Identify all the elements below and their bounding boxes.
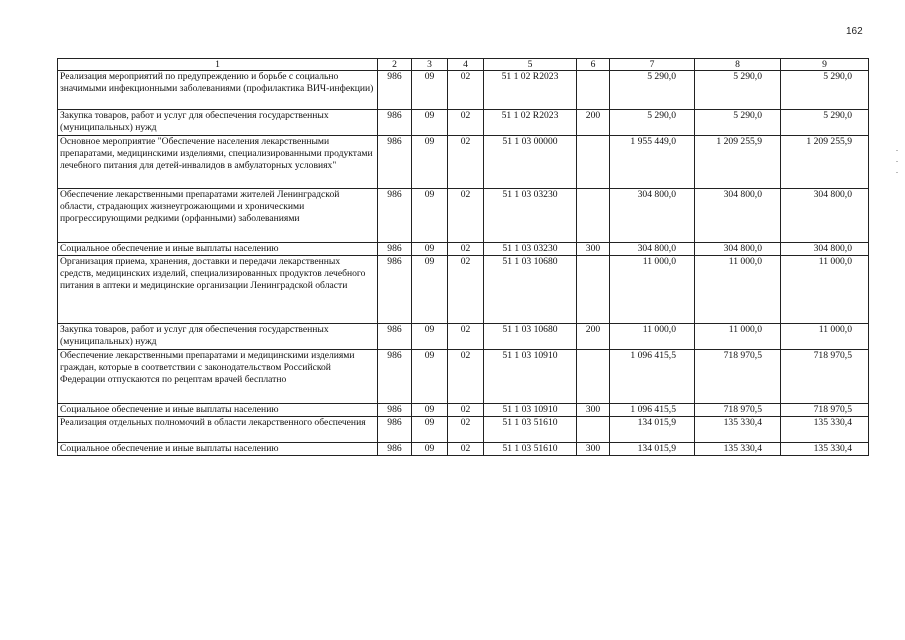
column-header: 8 — [695, 59, 781, 71]
cell-ministry: 986 — [378, 71, 412, 110]
scan-mark — [896, 161, 898, 162]
cell-value-7: 11 000,0 — [610, 324, 695, 350]
cell-value-8: 11 000,0 — [695, 324, 781, 350]
cell-value-7: 11 000,0 — [610, 256, 695, 324]
table-row — [58, 243, 869, 256]
cell-subsection: 02 — [448, 71, 484, 110]
cell-target-code: 51 1 02 R2023 — [484, 110, 577, 136]
cell-value-7: 304 800,0 — [610, 189, 695, 243]
cell-section: 09 — [412, 256, 448, 324]
cell-ministry: 986 — [378, 243, 412, 256]
cell-subsection: 02 — [448, 256, 484, 324]
cell-expense-type: 200 — [577, 324, 610, 350]
cell-section: 09 — [412, 350, 448, 404]
cell-ministry: 986 — [378, 404, 412, 417]
cell-expense-type — [577, 417, 610, 443]
header-row — [58, 59, 869, 71]
cell-ministry: 986 — [378, 417, 412, 443]
cell-target-code: 51 1 03 03230 — [484, 243, 577, 256]
cell-value-9: 304 800,0 — [781, 189, 869, 243]
cell-expense-type: 300 — [577, 443, 610, 456]
row-name: Обеспечение лекарственными препаратами жителей Ленинградской области, страдающих жизнеугрожающими и хроническими прогрессирующими редкими (орфанными) заболеваниями — [58, 189, 378, 243]
cell-target-code: 51 1 02 R2023 — [484, 71, 577, 110]
cell-value-8: 5 290,0 — [695, 71, 781, 110]
cell-section: 09 — [412, 136, 448, 189]
cell-target-code: 51 1 03 10910 — [484, 404, 577, 417]
table-row — [58, 324, 869, 350]
cell-value-9: 11 000,0 — [781, 324, 869, 350]
row-name: Реализация отдельных полномочий в области лекарственного обеспечения — [58, 417, 378, 443]
cell-value-8: 304 800,0 — [695, 189, 781, 243]
cell-expense-type — [577, 136, 610, 189]
budget-table — [57, 58, 869, 456]
column-header: 5 — [484, 59, 577, 71]
cell-section: 09 — [412, 110, 448, 136]
table-row — [58, 136, 869, 189]
cell-section: 09 — [412, 404, 448, 417]
cell-expense-type — [577, 350, 610, 404]
scan-mark — [896, 172, 898, 173]
row-name: Реализация мероприятий по предупреждению и борьбе с социально значимыми инфекционными заболеваниями (профилактика ВИЧ-инфекции) — [58, 71, 378, 110]
cell-value-8: 718 970,5 — [695, 350, 781, 404]
scan-mark — [896, 150, 898, 151]
cell-ministry: 986 — [378, 136, 412, 189]
cell-value-8: 718 970,5 — [695, 404, 781, 417]
column-header: 3 — [412, 59, 448, 71]
cell-expense-type — [577, 189, 610, 243]
table-row — [58, 110, 869, 136]
table-row — [58, 417, 869, 443]
row-name: Основное мероприятие "Обеспечение населения лекарственными препаратами, медицинскими изделиями, специализированными продуктами лечебного питания для детей-инвалидов в амбулаторных условиях" — [58, 136, 378, 189]
cell-ministry: 986 — [378, 324, 412, 350]
row-name: Организация приема, хранения, доставки и передачи лекарственных средств, медицинских изделий, специализированных продуктов лечебного питания в аптеки и медицинские организации Ленинградской области — [58, 256, 378, 324]
cell-value-7: 5 290,0 — [610, 110, 695, 136]
cell-target-code: 51 1 03 10680 — [484, 324, 577, 350]
cell-value-7: 1 955 449,0 — [610, 136, 695, 189]
cell-section: 09 — [412, 417, 448, 443]
column-header: 7 — [610, 59, 695, 71]
table-row — [58, 404, 869, 417]
cell-value-7: 1 096 415,5 — [610, 350, 695, 404]
cell-value-7: 5 290,0 — [610, 71, 695, 110]
column-header: 4 — [448, 59, 484, 71]
cell-target-code: 51 1 03 10680 — [484, 256, 577, 324]
cell-ministry: 986 — [378, 350, 412, 404]
cell-subsection: 02 — [448, 324, 484, 350]
cell-value-9: 5 290,0 — [781, 110, 869, 136]
cell-value-7: 134 015,9 — [610, 417, 695, 443]
cell-value-8: 5 290,0 — [695, 110, 781, 136]
cell-subsection: 02 — [448, 350, 484, 404]
cell-ministry: 986 — [378, 256, 412, 324]
row-name: Социальное обеспечение и иные выплаты населению — [58, 243, 378, 256]
cell-target-code: 51 1 03 51610 — [484, 443, 577, 456]
cell-value-9: 718 970,5 — [781, 404, 869, 417]
cell-value-9: 5 290,0 — [781, 71, 869, 110]
cell-expense-type: 200 — [577, 110, 610, 136]
cell-expense-type — [577, 256, 610, 324]
row-name: Социальное обеспечение и иные выплаты населению — [58, 443, 378, 456]
table-row — [58, 189, 869, 243]
cell-expense-type: 300 — [577, 404, 610, 417]
cell-value-9: 135 330,4 — [781, 443, 869, 456]
cell-value-9: 11 000,0 — [781, 256, 869, 324]
cell-subsection: 02 — [448, 404, 484, 417]
cell-subsection: 02 — [448, 136, 484, 189]
row-name: Обеспечение лекарственными препаратами и медицинскими изделиями граждан, которые в соответствии с законодательством Российской Федерации отпускаются по рецептам врачей бесплатно — [58, 350, 378, 404]
cell-subsection: 02 — [448, 443, 484, 456]
cell-target-code: 51 1 03 00000 — [484, 136, 577, 189]
scan-margin-marks — [896, 150, 898, 190]
cell-expense-type: 300 — [577, 243, 610, 256]
cell-section: 09 — [412, 324, 448, 350]
cell-value-8: 1 209 255,9 — [695, 136, 781, 189]
column-header: 9 — [781, 59, 869, 71]
cell-value-8: 304 800,0 — [695, 243, 781, 256]
cell-section: 09 — [412, 189, 448, 243]
cell-value-9: 1 209 255,9 — [781, 136, 869, 189]
cell-value-7: 304 800,0 — [610, 243, 695, 256]
row-name: Закупка товаров, работ и услуг для обеспечения государственных (муниципальных) нужд — [58, 110, 378, 136]
cell-value-9: 718 970,5 — [781, 350, 869, 404]
row-name: Закупка товаров, работ и услуг для обеспечения государственных (муниципальных) нужд — [58, 324, 378, 350]
cell-subsection: 02 — [448, 417, 484, 443]
cell-ministry: 986 — [378, 443, 412, 456]
table-row — [58, 443, 869, 456]
cell-section: 09 — [412, 71, 448, 110]
cell-target-code: 51 1 03 51610 — [484, 417, 577, 443]
cell-value-8: 135 330,4 — [695, 417, 781, 443]
column-header: 2 — [378, 59, 412, 71]
table-row — [58, 256, 869, 324]
cell-subsection: 02 — [448, 110, 484, 136]
cell-subsection: 02 — [448, 189, 484, 243]
table-row — [58, 350, 869, 404]
cell-ministry: 986 — [378, 189, 412, 243]
cell-value-8: 11 000,0 — [695, 256, 781, 324]
cell-target-code: 51 1 03 10910 — [484, 350, 577, 404]
cell-ministry: 986 — [378, 110, 412, 136]
page-number: 162 — [846, 26, 863, 37]
cell-value-8: 135 330,4 — [695, 443, 781, 456]
cell-value-7: 1 096 415,5 — [610, 404, 695, 417]
cell-target-code: 51 1 03 03230 — [484, 189, 577, 243]
cell-section: 09 — [412, 443, 448, 456]
cell-value-9: 304 800,0 — [781, 243, 869, 256]
column-header: 1 — [58, 59, 378, 71]
column-header: 6 — [577, 59, 610, 71]
table-row — [58, 71, 869, 110]
cell-subsection: 02 — [448, 243, 484, 256]
cell-expense-type — [577, 71, 610, 110]
row-name: Социальное обеспечение и иные выплаты населению — [58, 404, 378, 417]
cell-value-7: 134 015,9 — [610, 443, 695, 456]
cell-section: 09 — [412, 243, 448, 256]
cell-value-9: 135 330,4 — [781, 417, 869, 443]
